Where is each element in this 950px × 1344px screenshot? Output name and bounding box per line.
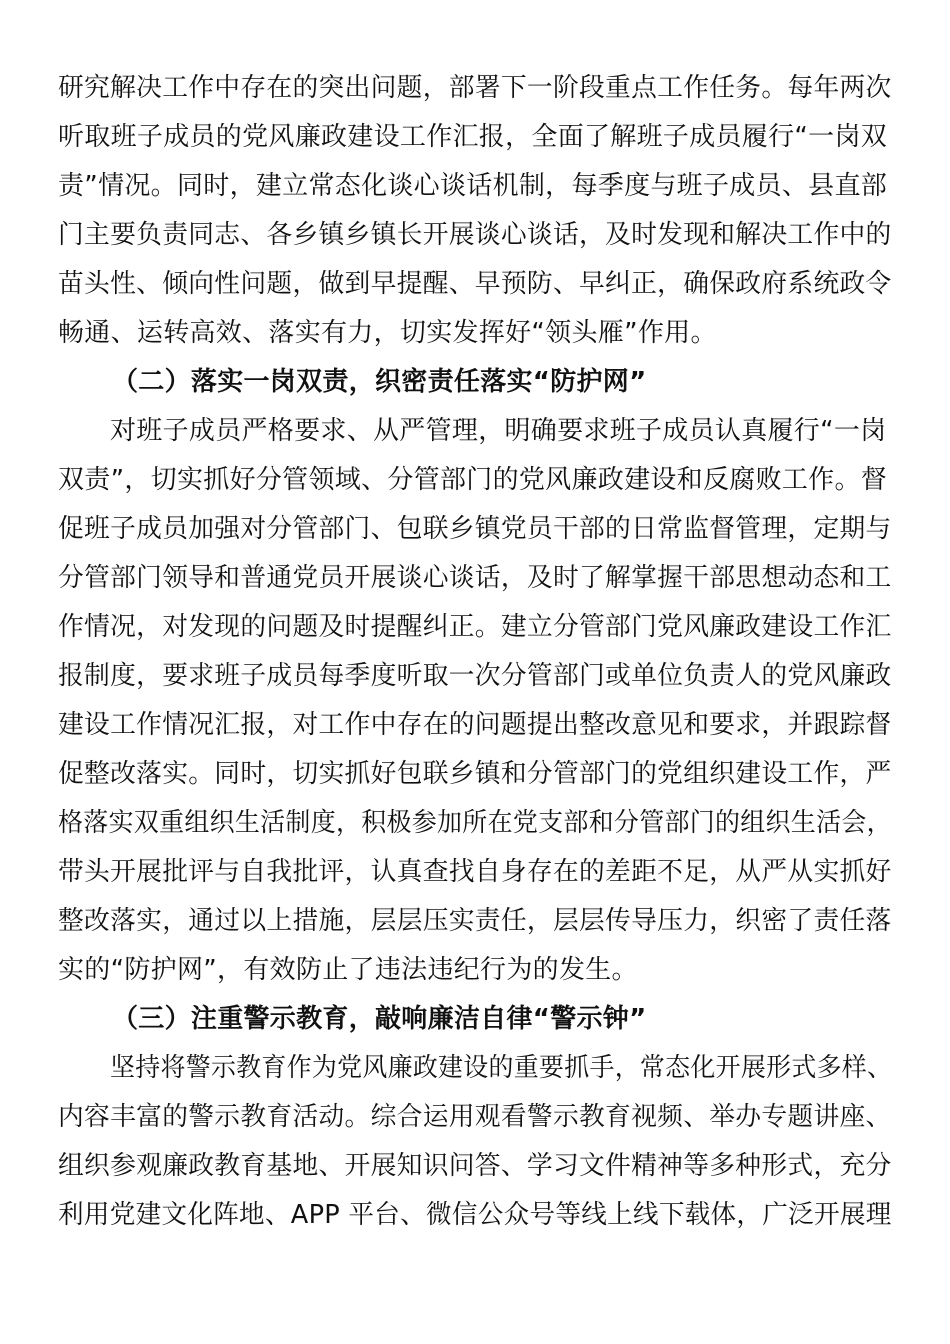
body-line: 苗头性、倾向性问题，做到早提醒、早预防、早纠正，确保政府系统政令 (58, 269, 892, 299)
body-line: 分管部门领导和普通党员开展谈心谈话，及时了解掌握干部思想动态和工 (58, 563, 892, 593)
body-line: 整改落实，通过以上措施，层层压实责任，层层传导压力，织密了责任落 (58, 906, 892, 936)
body-line: 利用党建文化阵地、APP 平台、微信公众号等线上线下载体，广泛开展理 (58, 1200, 892, 1230)
body-line: 促班子成员加强对分管部门、包联乡镇党员干部的日常监督管理，定期与 (58, 514, 892, 544)
body-line: 建设工作情况汇报，对工作中存在的问题提出整改意见和要求，并跟踪督 (58, 710, 892, 740)
body-line: 格落实双重组织生活制度，积极参加所在党支部和分管部门的组织生活会， (58, 808, 892, 838)
section-heading: （二）落实一岗双责，织密责任落实“防护网” (112, 367, 647, 397)
body-line: 研究解决工作中存在的突出问题，部署下一阶段重点工作任务。每年两次 (58, 73, 892, 103)
body-line: 作情况，对发现的问题及时提醒纠正。建立分管部门党风廉政建设工作汇 (58, 612, 892, 642)
body-line: 畅通、运转高效、落实有力，切实发挥好“领头雁”作用。 (58, 318, 717, 348)
section-heading: （三）注重警示教育，敲响廉洁自律“警示钟” (112, 1004, 647, 1034)
body-line: 听取班子成员的党风廉政建设工作汇报，全面了解班子成员履行“一岗双 (58, 122, 888, 152)
body-line: 实的“防护网”，有效防止了违法违纪行为的发生。 (58, 955, 638, 985)
body-line: 双责”，切实抓好分管领域、分管部门的党风廉政建设和反腐败工作。督 (58, 465, 888, 495)
body-line: 带头开展批评与自我批评，认真查找自身存在的差距不足，从严从实抓好 (58, 857, 892, 887)
body-line: 对班子成员严格要求、从严管理，明确要求班子成员认真履行“一岗 (110, 416, 887, 446)
body-line: 报制度，要求班子成员每季度听取一次分管部门或单位负责人的党风廉政 (58, 661, 892, 691)
body-line: 门主要负责同志、各乡镇乡镇长开展谈心谈话，及时发现和解决工作中的 (58, 220, 892, 250)
body-line: 责”情况。同时，建立常态化谈心谈话机制，每季度与班子成员、县直部 (58, 171, 888, 201)
body-line: 组织参观廉政教育基地、开展知识问答、学习文件精神等多种形式，充分 (58, 1151, 892, 1181)
body-line: 促整改落实。同时，切实抓好包联乡镇和分管部门的党组织建设工作，严 (58, 759, 892, 789)
body-line: 内容丰富的警示教育活动。综合运用观看警示教育视频、举办专题讲座、 (58, 1102, 892, 1132)
body-line: 坚持将警示教育作为党风廉政建设的重要抓手，常态化开展形式多样、 (110, 1053, 893, 1083)
